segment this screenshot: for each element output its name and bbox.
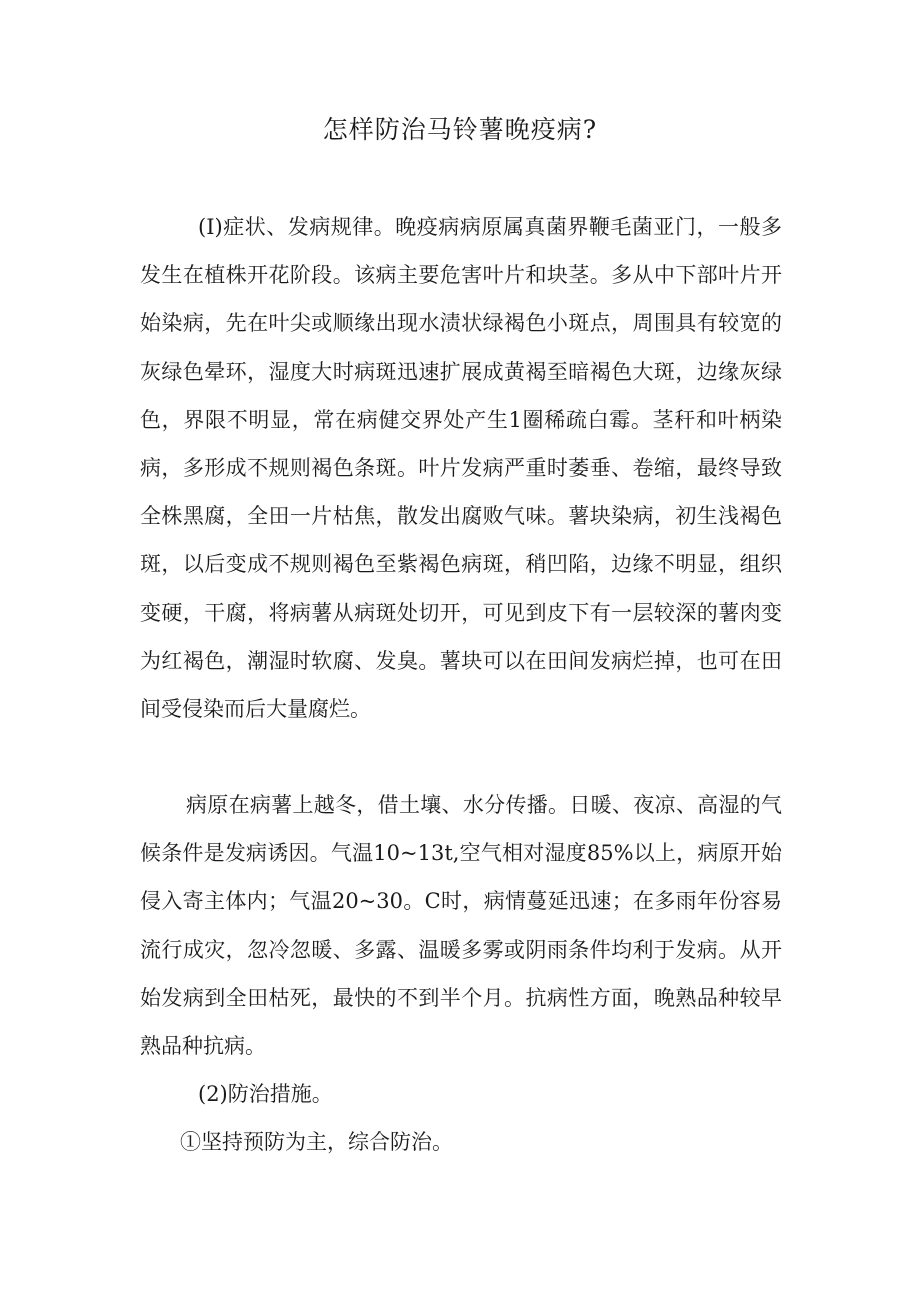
document-title: 怎样防治马铃薯晚疫病? bbox=[322, 115, 598, 144]
paragraph-measure-1: ①坚持预防为主，综合防治。 bbox=[180, 1130, 453, 1154]
paragraph-symptoms: (I)症状、发病规律。晚疫病病原属真菌界鞭毛菌亚门，一般多发生在植株开花阶段。该病主要危害叶片和块茎。多从中下部叶片开始染病，先在叶尖或顺缘出现水渍状绿褐色小斑点，周围具有较宽的灰绿色晕环，湿度大时病斑迅速扩展成黄褐至暗褐色大斑，边缘灰绿色，界限不明显，常在病健交界处产生1圈稀疏白霉。茎秆和叶柄染病，多形成不规则褐色条斑。叶片发病严重时萎垂、卷缩，最终导致全株黑腐，全田一片枯焦，散发出腐败气味。薯块染病，初生浅褐色斑，以后变成不规则褐色至紫褐色病斑，稍凹陷，边缘不明显，组织变硬，干腐，将病薯从病斑处切开，可见到皮下有一层较深的薯肉变为红褐色，潮湿时软腐、发臭。薯块可以在田间发病烂掉，也可在田间受侵染而后大量腐烂。 bbox=[140, 215, 782, 722]
paragraph-pathogen: 病原在病薯上越冬，借土壤、水分传播。日暖、夜凉、高湿的气候条件是发病诱因。气温10~13t,空气相对湿度85%以上，病原开始侵入寄主体内；气温20~30。C时，病情蔓延迅速；在多雨年份容易流行成灾，忽冷忽暖、多露、温暖多雾或阴雨条件均利于发病。从开始发病到全田枯死，最快的不到半个月。抗病性方面，晚熟品种较早熟品种抗病。 bbox=[140, 793, 782, 1059]
paragraph-measures-heading: (2)防治措施。 bbox=[198, 1082, 333, 1106]
